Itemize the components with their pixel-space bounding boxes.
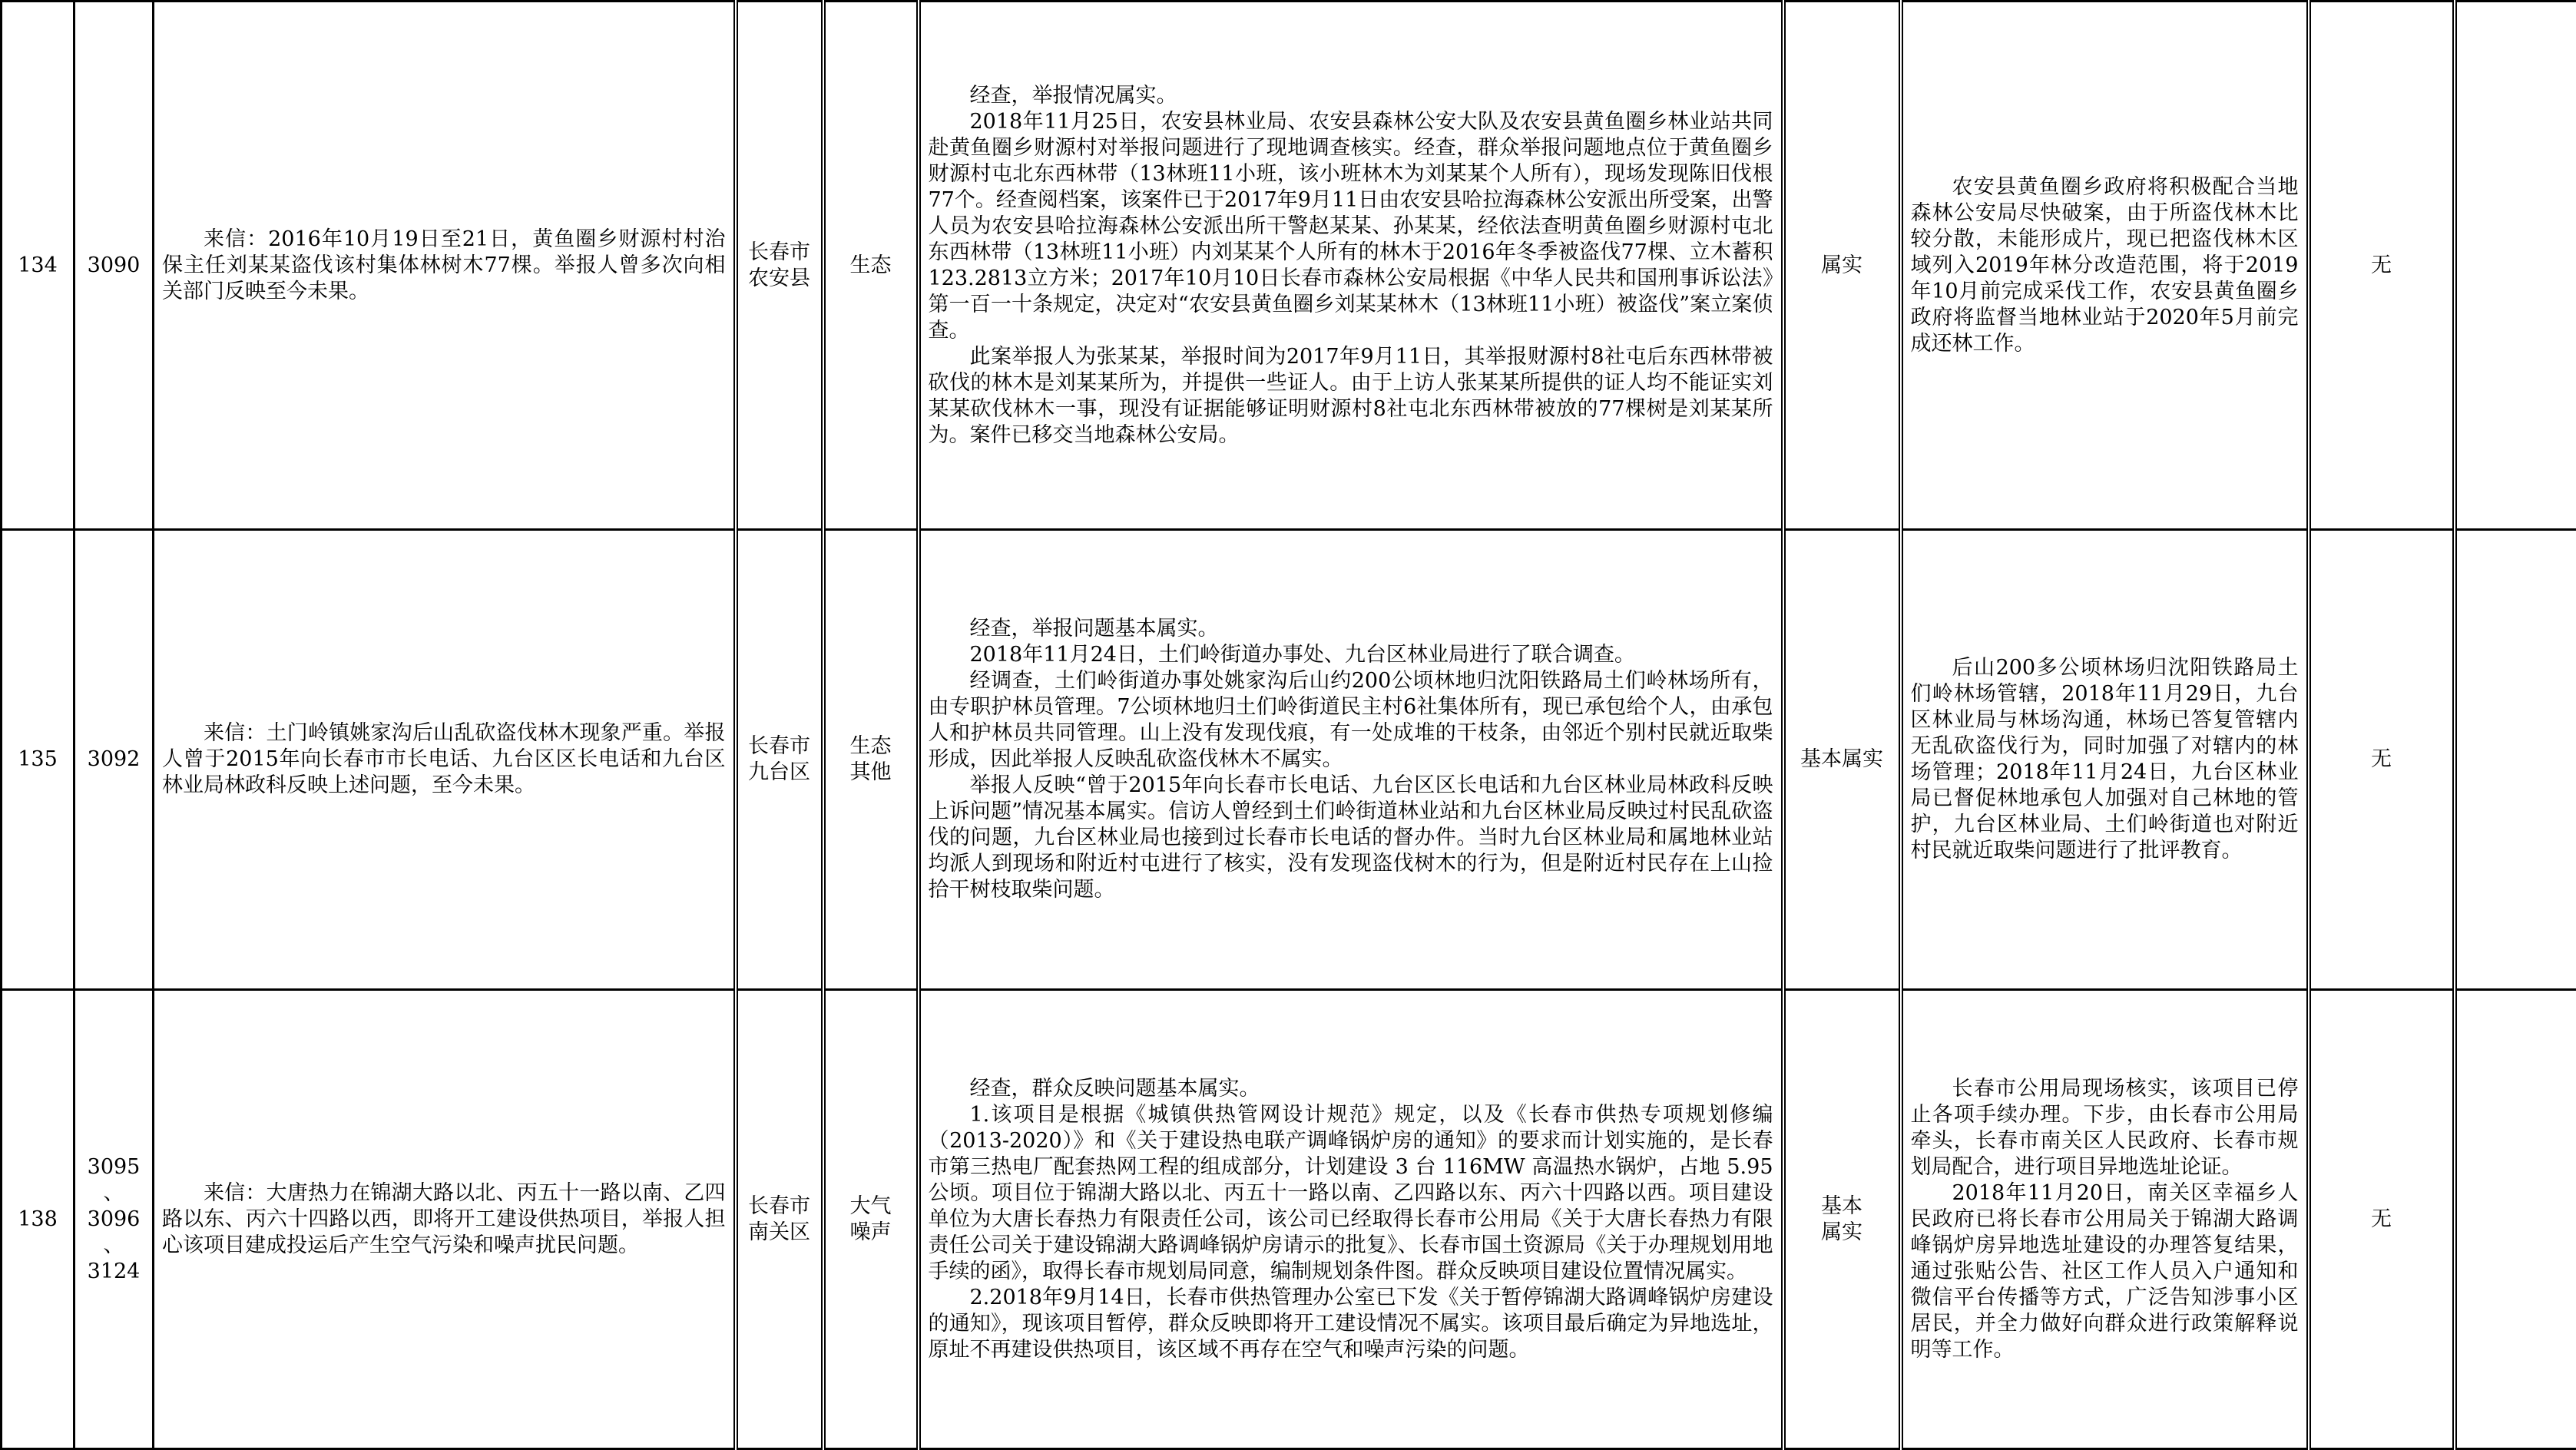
complaint-content bbox=[154, 530, 736, 990]
case-number: 3090 bbox=[74, 2, 154, 530]
case-number-separator: 、 bbox=[75, 1180, 152, 1207]
category-line-1: 大气 bbox=[826, 1193, 916, 1220]
verdict-line-1: 属实 bbox=[1786, 253, 1899, 279]
case-number-line: 3095 bbox=[75, 1154, 152, 1180]
findings-paragraph: 举报人反映“曾于2015年向长春市长电话、九台区区长电话和九台区林业局林政科反映上诉问题”情况基本属实。信访人曾经到土们岭街道林业站和九台区林业局反映过村民乱砍盗伐的问题，九台区林业局也接到过长春市长电话的督办件。当时九台区林业局和属地林业站均派人到现场和附近村屯进行了核实，没有发现盗伐树木的行为，但是附近村民存在上山捡拾干树枝取柴问题。 bbox=[929, 773, 1773, 903]
table-row bbox=[2, 2, 2576, 530]
complaint-text: 来信：大唐热力在锦湖大路以北、丙五十一路以南、乙四路以东、丙六十四路以西，即将开工建设供热项目，举报人担心该项目建成投运后产生空气污染和噪声扰民问题。 bbox=[162, 1180, 726, 1259]
accountability: 无 bbox=[2309, 2, 2455, 530]
findings-paragraph: 2018年11月24日，土们岭街道办事处、九台区林业局进行了联合调查。 bbox=[929, 642, 1773, 668]
complaint-content bbox=[154, 2, 736, 530]
seq-number: 134 bbox=[2, 2, 74, 530]
findings-paragraph: 2.2018年9月14日，长春市供热管理办公室已下发《关于暂停锦湖大路调峰锅炉房建设的通知》，现该项目暂停，群众反映即将开工建设情况不属实。该项目最后确定为异地选址，原址不再建设供热项目，该区域不再存在空气和噪声污染的问题。 bbox=[929, 1285, 1773, 1363]
district-city: 长春市 bbox=[738, 240, 821, 266]
case-number bbox=[74, 990, 154, 1449]
accountability: 无 bbox=[2309, 530, 2455, 990]
complaint-text: 来信：2016年10月19日至21日，黄鱼圈乡财源村村治保主任刘某某盗伐该村集体林树木77棵。举报人曾多次向相关部门反映至今未果。 bbox=[162, 227, 726, 305]
district bbox=[736, 530, 823, 990]
table-row bbox=[2, 990, 2576, 1449]
seq-number: 135 bbox=[2, 530, 74, 990]
blank-cell bbox=[2455, 2, 2576, 530]
seq-number: 138 bbox=[2, 990, 74, 1449]
district-county: 九台区 bbox=[738, 760, 821, 786]
category-line-2: 其他 bbox=[826, 760, 916, 786]
complaint-content bbox=[154, 990, 736, 1449]
investigation-findings bbox=[919, 990, 1783, 1449]
category bbox=[823, 2, 919, 530]
category bbox=[823, 530, 919, 990]
district-city: 长春市 bbox=[738, 733, 821, 760]
verdict-line-1: 基本 bbox=[1786, 1193, 1899, 1220]
verdict-line-2: 属实 bbox=[1786, 1220, 1899, 1246]
findings-paragraph: 经查，群众反映问题基本属实。 bbox=[929, 1076, 1773, 1102]
case-number-separator: 、 bbox=[75, 1233, 152, 1259]
table-row bbox=[2, 530, 2576, 990]
verdict-line-1: 基本属实 bbox=[1786, 747, 1899, 773]
verdict bbox=[1783, 990, 1901, 1449]
district-county: 农安县 bbox=[738, 266, 821, 292]
rectification-paragraph: 后山200多公顷林场归沈阳铁路局土们岭林场管辖，2018年11月29日，九台区林业局与林场沟通，林场已答复管辖内无乱砍盗伐行为，同时加强了对辖内的林场管理；2018年11月24日，九台区林业局已督促林地承包人加强对自己林地的管护，九台区林业局、土们岭街道也对附近村民就近取柴问题进行了批评教育。 bbox=[1911, 655, 2299, 864]
verdict bbox=[1783, 530, 1901, 990]
district-county: 南关区 bbox=[738, 1220, 821, 1246]
category bbox=[823, 990, 919, 1449]
complaint-text: 来信：土门岭镇姚家沟后山乱砍盗伐林木现象严重。举报人曾于2015年向长春市市长电话、九台区区长电话和九台区林业局林政科反映上述问题，至今未果。 bbox=[162, 720, 726, 799]
district bbox=[736, 990, 823, 1449]
findings-paragraph: 经查，举报情况属实。 bbox=[929, 83, 1773, 109]
investigation-findings bbox=[919, 530, 1783, 990]
findings-paragraph: 1.该项目是根据《城镇供热管网设计规范》规定，以及《长春市供热专项规划修编（2013-2020）》和《关于建设热电联产调峰锅炉房的通知》的要求而计划实施的，是长春市第三热电厂配套热网工程的组成部分，计划建设 3 台 116MW 高温热水锅炉，占地 5.95公顷。项目位于锦湖大路以北、丙五十一路以南、乙四路以东、丙六十四路以西。项目建设单位为大唐长春热力有限责任公司，该公司已经取得长春市公用局《关于大唐长春热力有限责任公司关于建设锦湖大路调峰锅炉房请示的批复》、长春市国土资源局《关于办理规划用地手续的函》，取得长春市规划局同意，编制规划条件图。群众反映项目建设位置情况属实。 bbox=[929, 1102, 1773, 1285]
rectification-paragraph: 长春市公用局现场核实，该项目已停止各项手续办理。下步，由长春市公用局牵头，长春市南关区人民政府、长春市规划局配合，进行项目异地选址论证。 bbox=[1911, 1076, 2299, 1180]
category-line-1: 生态 bbox=[826, 253, 916, 279]
district bbox=[736, 2, 823, 530]
findings-paragraph: 经调查，土们岭街道办事处姚家沟后山约200公顷林地归沈阳铁路局土们岭林场所有，由专职护林员管理。7公顷林地归土们岭街道民主村6社集体所有，现已承包给个人，由承包人和护林员共同管理。山上没有发现伐痕，有一处成堆的干枝条，由邻近个别村民就近取柴形成，因此举报人反映乱砍盗伐林木不属实。 bbox=[929, 668, 1773, 773]
district-city: 长春市 bbox=[738, 1193, 821, 1220]
accountability: 无 bbox=[2309, 990, 2455, 1449]
verdict bbox=[1783, 2, 1901, 530]
rectification-paragraph: 2018年11月20日，南关区幸福乡人民政府已将长春市公用局关于锦湖大路调峰锅炉房异地选址建设的办理答复结果，通过张贴公告、社区工作人员入户通知和微信平台传播等方式，广泛告知涉事小区居民，并全力做好向群众进行政策解释说明等工作。 bbox=[1911, 1180, 2299, 1363]
category-line-1: 生态 bbox=[826, 733, 916, 760]
case-number-line: 3096 bbox=[75, 1207, 152, 1233]
findings-paragraph: 经查，举报问题基本属实。 bbox=[929, 616, 1773, 642]
blank-cell bbox=[2455, 530, 2576, 990]
rectification bbox=[1901, 530, 2309, 990]
rectification-paragraph: 农安县黄鱼圈乡政府将积极配合当地森林公安局尽快破案，由于所盗伐林木比较分散，未能形成片，现已把盗伐林木区域列入2019年林分改造范围，将于2019年10月前完成采伐工作，农安县黄鱼圈乡政府将监督当地林业站于2020年5月前完成还林工作。 bbox=[1911, 174, 2299, 357]
findings-paragraph: 此案举报人为张某某，举报时间为2017年9月11日，其举报财源村8社屯后东西林带被砍伐的林木是刘某某所为，并提供一些证人。由于上访人张某某所提供的证人均不能证实刘某某砍伐林木一事，现没有证据能够证明财源村8社屯北东西林带被放的77棵树是刘某某所为。案件已移交当地森林公安局。 bbox=[929, 344, 1773, 449]
findings-paragraph: 2018年11月25日，农安县林业局、农安县森林公安大队及农安县黄鱼圈乡林业站共同赴黄鱼圈乡财源村对举报问题进行了现地调查核实。经查，群众举报问题地点位于黄鱼圈乡财源村屯北东西林带（13林班11小班，该小班林木为刘某某个人所有），现场发现陈旧伐根77个。经查阅档案，该案件已于2017年9月11日由农安县哈拉海森林公安派出所受案，出警人员为农安县哈拉海森林公安派出所干警赵某某、孙某某，经依法查明黄鱼圈乡财源村屯北东西林带（13林班11小班）内刘某某个人所有的林木于2016年冬季被盗伐77棵、立木蓄积123.2813立方米；2017年10月10日长春市森林公安局根据《中华人民共和国刑事诉讼法》第一百一十条规定，决定对“农安县黄鱼圈乡刘某某林木（13林班11小班）被盗伐”案立案侦查。 bbox=[929, 109, 1773, 344]
category-line-2: 噪声 bbox=[826, 1220, 916, 1246]
investigation-findings bbox=[919, 2, 1783, 530]
blank-cell bbox=[2455, 990, 2576, 1449]
case-number-line: 3124 bbox=[75, 1259, 152, 1285]
rectification bbox=[1901, 2, 2309, 530]
rectification bbox=[1901, 990, 2309, 1449]
case-number: 3092 bbox=[74, 530, 154, 990]
